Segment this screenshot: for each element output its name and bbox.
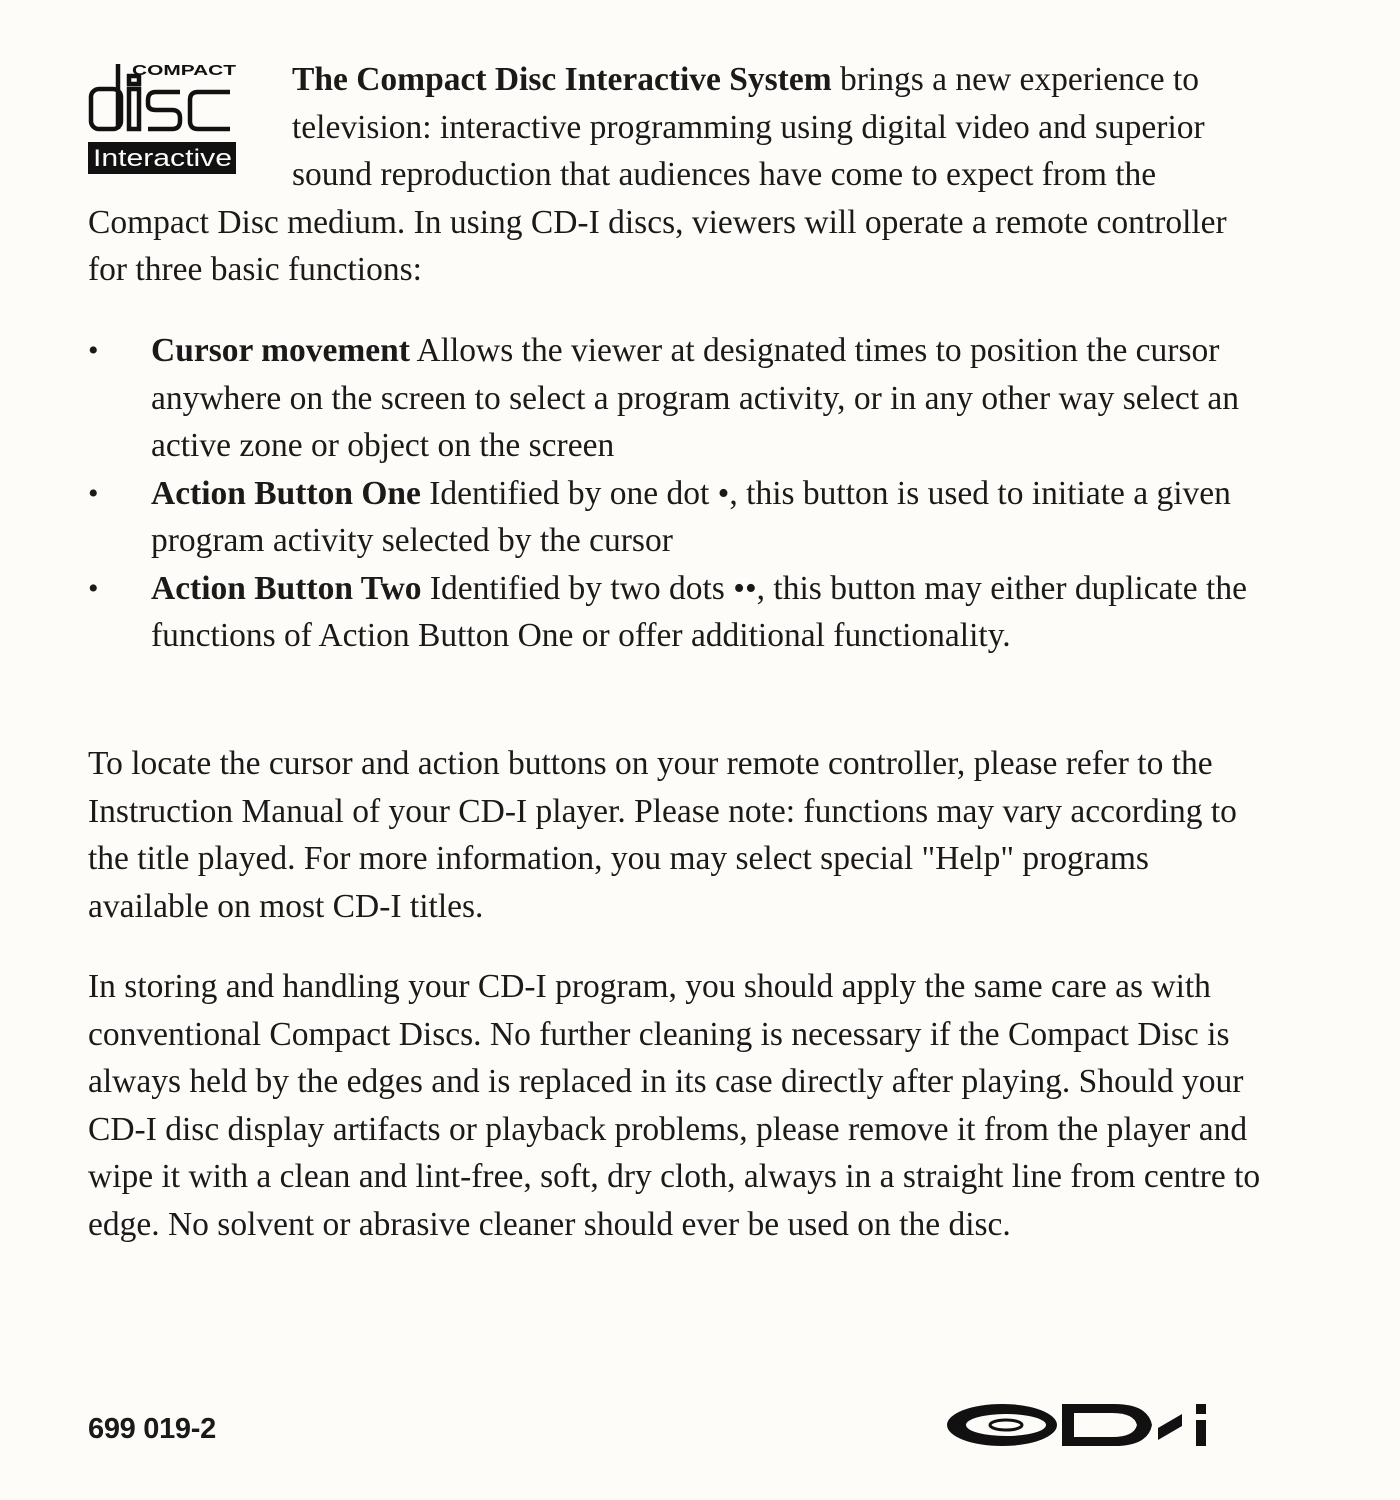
logo-interactive-text: Interactive (93, 145, 232, 172)
bullet-icon: • (88, 571, 99, 605)
function-description: Identified by one dot •, this button is used to initiate a given program activity selected by the cursor (151, 474, 1231, 559)
intro-paragraph (88, 56, 1268, 294)
bullet-icon: • (88, 476, 99, 510)
function-description: Allows the viewer at designated times to position the cursor anywhere on the screen to select a program activity, or in any other way select an active zone or object on the screen (151, 332, 1239, 464)
list-item (88, 470, 1278, 565)
catalog-number: 699 019-2 (88, 1413, 216, 1445)
list-item (88, 565, 1278, 660)
function-term: Action Button One (151, 474, 421, 512)
remote-controller-paragraph: To locate the cursor and action buttons on your remote controller, please refer to the Instruction Manual of your CD-I player. Please note: functions may vary according to the title played. For more information, you may select special "Help" programs available on most CD-I titles. (88, 745, 1237, 925)
intro-text: brings a new experience to television: interactive programming using digital video and superior sound reproduction that audiences have come to expect from the Compact Disc medium. In using CD-I discs, viewers will operate a remote controller for three basic functions: (88, 61, 1227, 288)
logo-spacer (88, 56, 292, 196)
bullet-icon: • (88, 334, 99, 367)
care-handling-paragraph: In storing and handling your CD-I program, you should apply the same care as with conventional Compact Discs. No further cleaning is necessary if the Compact Disc is always held by the edges and is replaced in its case directly after playing. Should your CD-I disc display artifacts or playback problems, please remove it from the player and wipe it with a clean and lint-free, soft, dry cloth, always in a straight line from centre to edge. No solvent or abrasive cleaner should ever be used on the disc. (88, 968, 1261, 1243)
function-description: Identified by two dots ••, this button may either duplicate the functions of Action Button One or offer additional functionality. (151, 569, 1247, 654)
function-term: Action Button Two (151, 569, 422, 607)
list-item (88, 327, 1278, 470)
function-term: Cursor movement (151, 332, 410, 369)
function-list (88, 327, 1278, 660)
cdi-logo (944, 1400, 1224, 1450)
intro-title: The Compact Disc Interactive System (292, 61, 832, 98)
logo-compact-text: COMPACT (132, 63, 237, 79)
